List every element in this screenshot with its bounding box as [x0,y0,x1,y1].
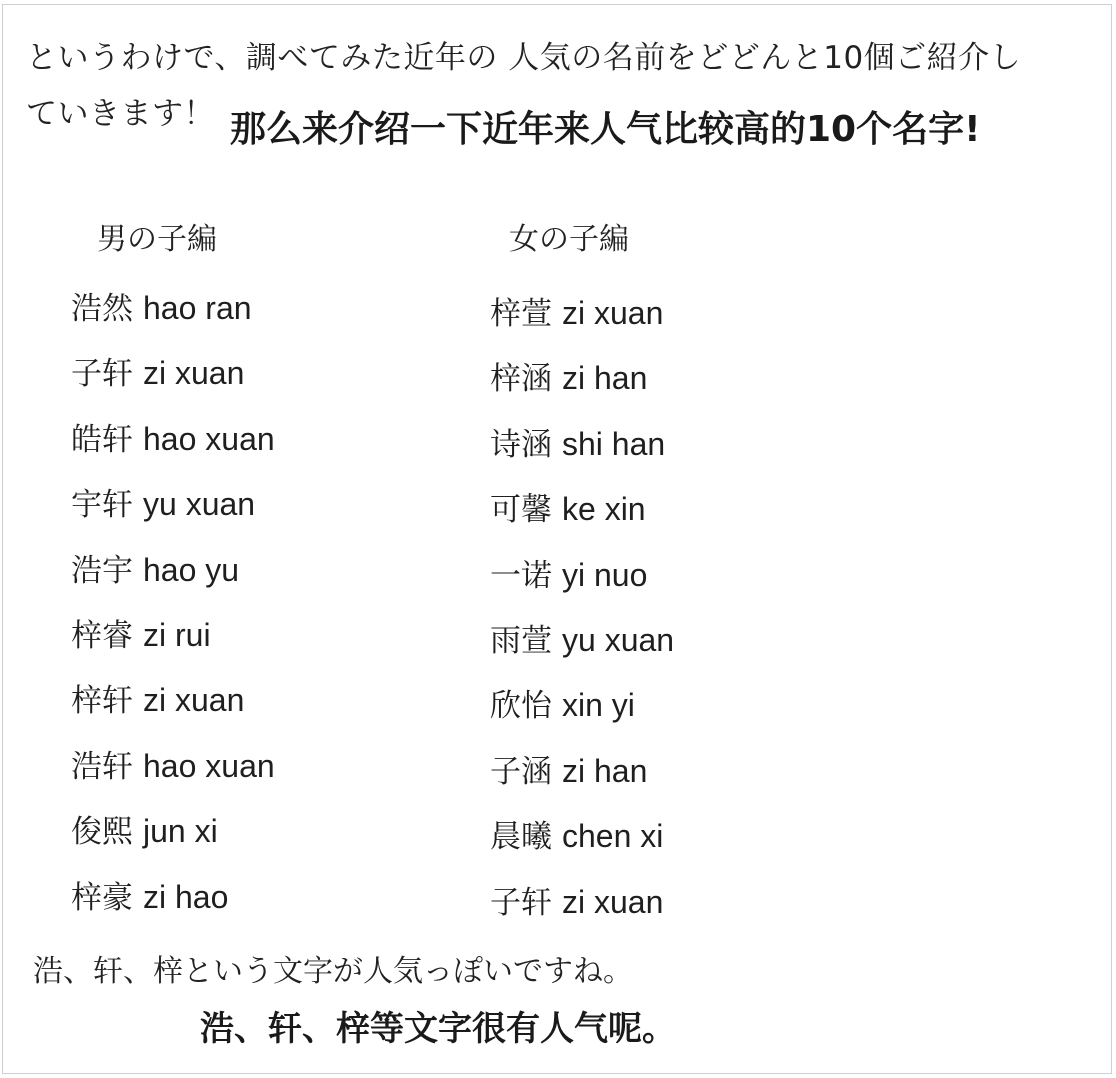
boys-name-item [71,484,275,549]
name-hanzi: 宇轩 [71,487,133,524]
name-pinyin: hao ran [143,290,252,326]
name-hanzi: 梓豪 [71,879,133,916]
girls-name-item [490,293,674,358]
boys-name-item [71,550,275,615]
name-pinyin: zi han [562,752,648,789]
girls-name-item [490,555,674,620]
intro-japanese-line-2: ていきます！ [26,96,215,132]
girls-name-item [490,620,674,685]
name-pinyin: zi hao [143,878,229,915]
intro-chinese-translation: 那么来介绍一下近年来人气比较高的10个名字! [230,109,981,150]
boys-name-item [71,353,275,418]
name-hanzi: 浩宇 [71,552,133,589]
name-pinyin: zi xuan [562,883,664,920]
name-hanzi: 梓萱 [490,296,552,332]
outro-chinese-translation: 浩、轩、梓等文字很有人气呢。 [200,1009,676,1049]
name-pinyin: zi rui [143,616,211,653]
boys-name-item [71,288,275,353]
name-hanzi: 子轩 [71,356,133,393]
boys-name-item [71,811,275,876]
girls-name-list [490,293,674,947]
name-pinyin: hao xuan [143,747,275,784]
boys-heading: 男の子編 [97,222,217,257]
name-pinyin: yu xuan [562,621,675,658]
name-pinyin: jun xi [143,813,218,850]
name-hanzi: 浩轩 [71,748,133,785]
name-pinyin: zi xuan [143,682,245,719]
name-pinyin: chen xi [562,818,664,855]
name-hanzi: 诗涵 [490,426,552,463]
girls-name-item [490,685,674,750]
name-hanzi: 子轩 [490,884,552,921]
name-pinyin: hao xuan [143,420,275,457]
girls-name-item [490,489,674,554]
name-hanzi: 欣怡 [490,688,552,725]
name-pinyin: xin yi [562,687,635,724]
boys-name-list [71,288,275,942]
name-hanzi: 皓轩 [71,421,133,458]
name-hanzi: 梓涵 [490,361,552,398]
boys-name-item [71,746,275,811]
boys-name-item [71,615,275,680]
intro-japanese-line-1: というわけで、調べてみた近年の 人気の名前をどどんと10個ご紹介し [26,40,1022,76]
girls-name-item [490,424,674,489]
name-hanzi: 子涵 [490,753,552,790]
girls-name-item [490,816,674,881]
name-pinyin: yu xuan [143,486,256,523]
name-pinyin: ke xin [562,491,646,528]
girls-name-item [490,751,674,816]
outro-japanese: 浩、轩、梓という文字が人気っぽいですね。 [33,954,633,989]
boys-name-item [71,877,275,942]
name-hanzi: 梓睿 [71,617,133,654]
name-hanzi: 一诺 [490,557,552,594]
name-hanzi: 雨萱 [490,622,552,659]
girls-name-item [490,358,674,423]
name-pinyin: shi han [562,425,666,462]
name-hanzi: 俊熙 [71,814,133,851]
name-hanzi: 浩然 [71,291,133,327]
name-hanzi: 可馨 [490,492,552,529]
name-pinyin: zi xuan [562,295,664,331]
name-hanzi: 晨曦 [490,819,552,856]
boys-name-item [71,419,275,484]
girls-name-item [490,882,674,947]
name-pinyin: zi han [562,360,648,397]
girls-heading: 女の子編 [509,222,629,257]
name-pinyin: yi nuo [562,556,648,593]
name-hanzi: 梓轩 [71,683,133,720]
name-pinyin: hao yu [143,551,240,588]
name-pinyin: zi xuan [143,355,245,392]
boys-name-item [71,680,275,745]
